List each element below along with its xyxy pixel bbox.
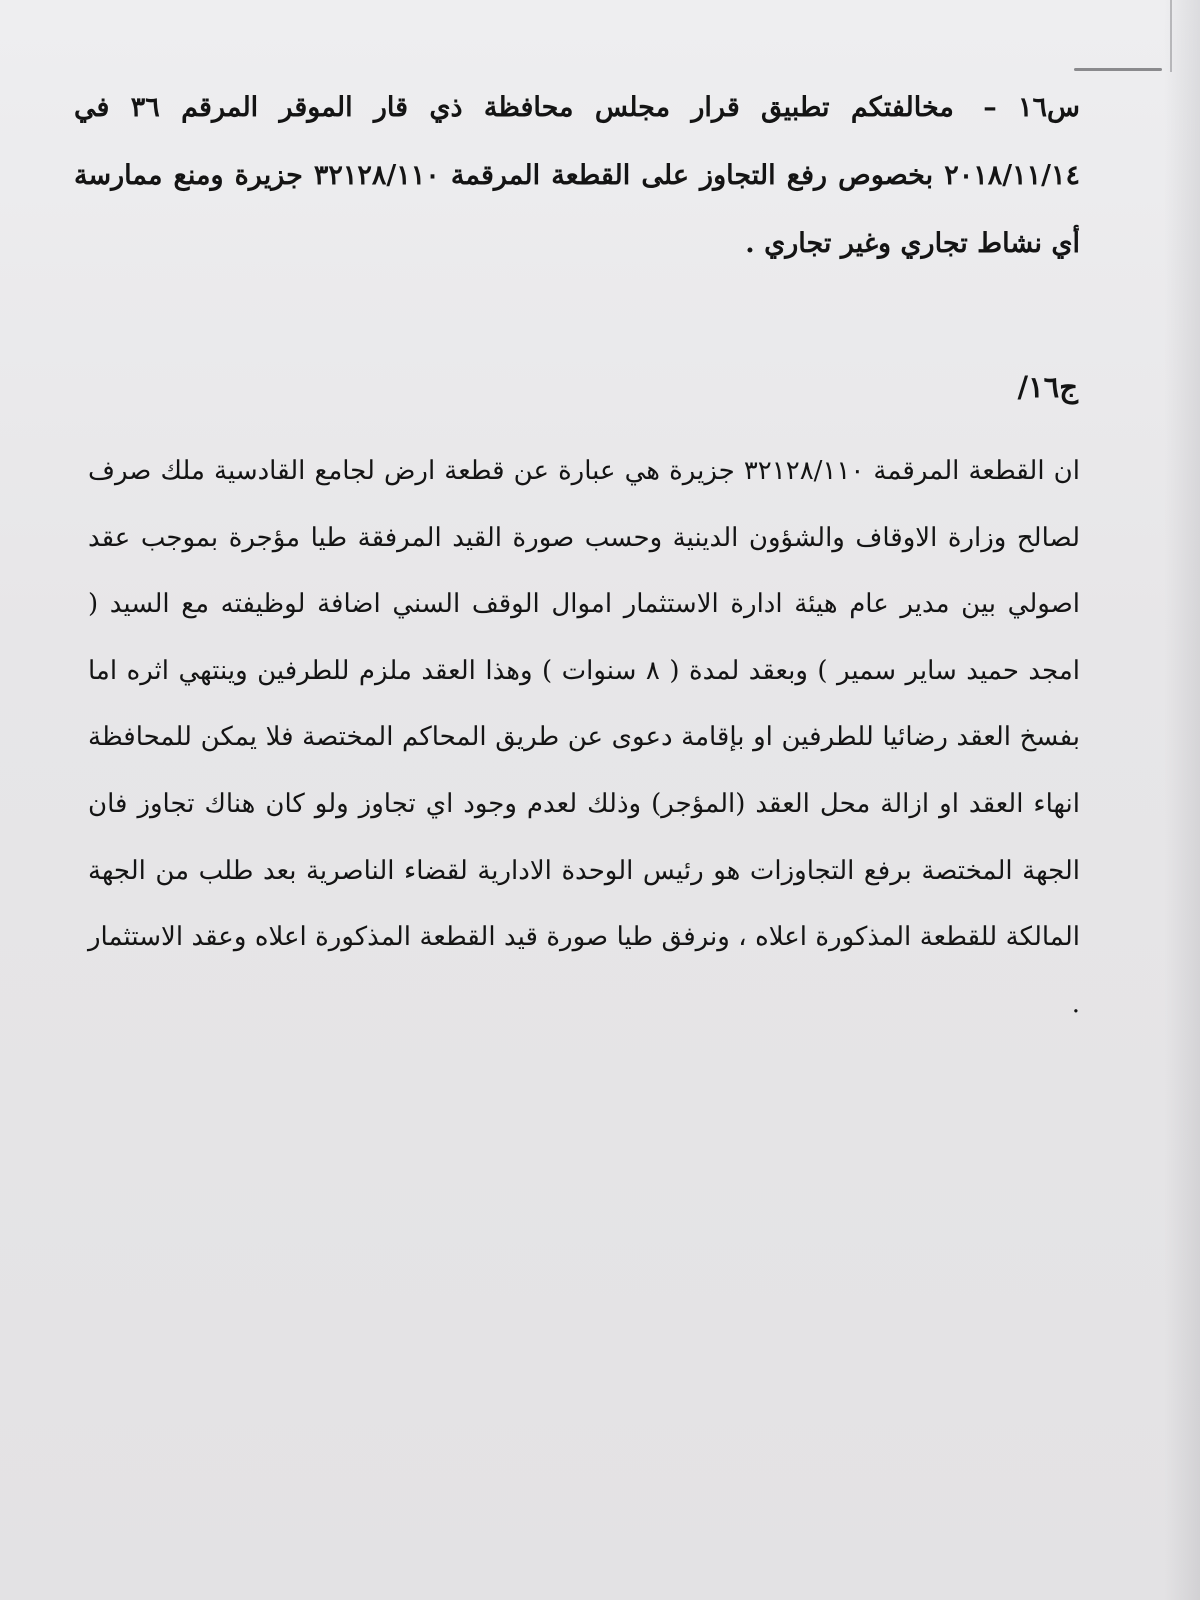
answer-paragraph: ان القطعة المرقمة ٣٢١٢٨/١١٠ جزيرة هي عبارة عن قطعة ارض لجامع القادسية ملك صرف لصالح وزارة الاوقاف والشؤون الدينية وحسب صورة القيد المرفقة طيا مؤجرة بموجب عقد اصولي بين مدير عام هيئة ادارة الاستثمار اموال الوقف السني اضافة لوظيفته مع السيد ( امجد حميد ساير سمير ) وبعقد لمدة ( ٨ سنوات ) وهذا العقد ملزم للطرفين وينتهي اثره اما بفسخ العقد رضائيا للطرفين او بإقامة دعوى عن طريق المحاكم المختصة فلا يمكن للمحافظة انهاء العقد او ازالة محل العقد (المؤجر) وذلك لعدم وجود اي تجاوز ولو كان هناك تجاوز فان الجهة المختصة برفع التجاوزات هو رئيس الوحدة الادارية لقضاء الناصرية بعد طلب من الجهة المالكة للقطعة المذكورة اعلاه ، ونرفق طيا صورة قيد القطعة المذكورة اعلاه وعقد الاستثمار .: [88, 456, 1080, 1019]
answer-label: ج١٦/: [1017, 370, 1078, 404]
page-edge-mark: [1170, 0, 1172, 72]
question-text: مخالفتكم تطبيق قرار مجلس محافظة ذي قار الموقر المرقم ٣٦ في ٢٠١٨/١١/١٤ بخصوص رفع التجاوز على القطعة المرقمة ٣٢١٢٨/١١٠ جزيرة ومنع ممارسة أي نشاط تجاري وغير تجاري .: [74, 92, 1080, 259]
question-label: س١٦ –: [983, 92, 1081, 123]
question-paragraph: [74, 74, 1080, 278]
page-edge-shadow: [1164, 0, 1200, 1600]
page-corner-line: [1074, 68, 1162, 71]
